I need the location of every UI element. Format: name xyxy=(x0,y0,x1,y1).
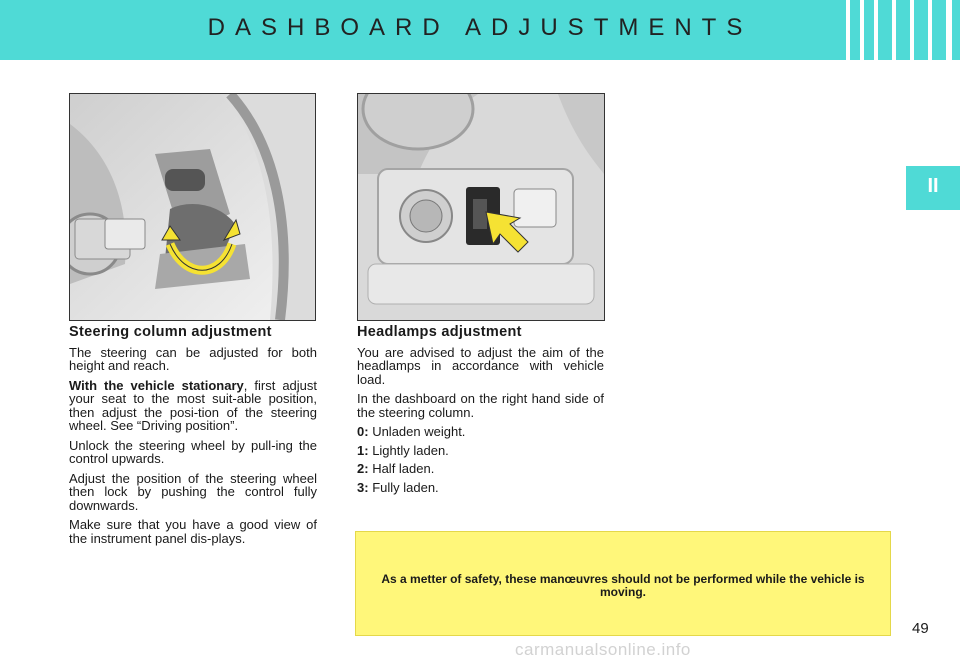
steering-column-paragraph: Unlock the steering wheel by pull-ing the control upwards. xyxy=(69,437,317,466)
load-setting-item xyxy=(357,481,604,495)
load-setting-key: 1: xyxy=(357,442,369,458)
headlamps-paragraph: You are advised to adjust the aim of the headlamps in accordance with vehicle load. xyxy=(357,344,604,387)
load-setting-text: Fully laden. xyxy=(372,479,439,495)
load-setting-text: Half laden. xyxy=(372,461,435,476)
paragraph-text: , first adjust your seat to the most suit-able position, then adjust the posi-tion of the steering wheel. See “Driving position”. xyxy=(69,377,318,433)
chapter-tab-label: II xyxy=(927,175,939,197)
safety-notice-box xyxy=(355,531,891,636)
load-setting-key: 2: xyxy=(357,461,369,476)
load-setting-item xyxy=(357,425,604,439)
load-setting-text: Lightly laden. xyxy=(372,442,449,458)
page-title: DASHBOARD ADJUSTMENTS xyxy=(207,14,753,41)
headlamps-section xyxy=(357,326,604,499)
page-header-band xyxy=(0,0,960,60)
load-setting-key: 3: xyxy=(357,479,369,495)
site-watermark: carmanualsonline.info xyxy=(515,640,691,659)
load-setting-item xyxy=(357,444,604,458)
load-setting-text: Unladen weight. xyxy=(372,424,466,439)
steering-column-paragraph xyxy=(69,379,317,433)
page-number: 49 xyxy=(912,620,929,637)
bold-lead-in: With the vehicle stationary xyxy=(69,377,244,393)
load-setting-item xyxy=(357,462,604,476)
load-setting-key: 0: xyxy=(357,424,369,439)
steering-column-photo xyxy=(69,93,316,321)
safety-notice-text: As a metter of safety, these manœuvres should not be performed while the vehicle is moving. xyxy=(381,572,865,599)
steering-column-paragraph: Adjust the position of the steering wheel then lock by pushing the control fully downwards. xyxy=(69,470,317,513)
chapter-tab xyxy=(906,166,960,210)
headlamp-adjuster-photo xyxy=(357,93,605,321)
steering-column-section xyxy=(69,326,317,551)
steering-column-heading: Steering column adjustment xyxy=(69,324,272,340)
headlamps-heading: Headlamps adjustment xyxy=(357,324,522,340)
steering-column-paragraph: Make sure that you have a good view of the instrument panel dis-plays. xyxy=(69,517,317,546)
headlamps-paragraph: In the dashboard on the right hand side of the steering column. xyxy=(357,391,604,420)
steering-column-paragraph: The steering can be adjusted for both height and reach. xyxy=(69,344,317,373)
